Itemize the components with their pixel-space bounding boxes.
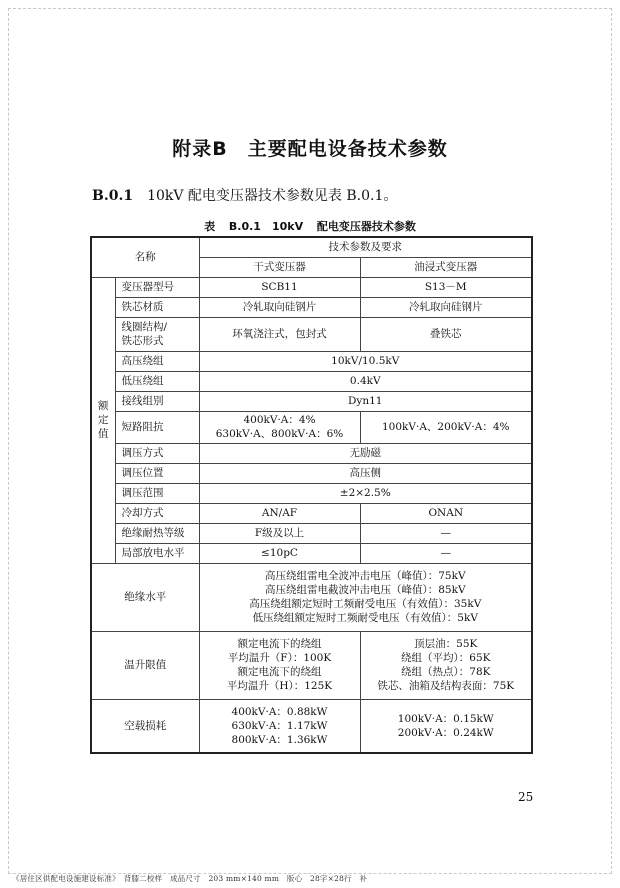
- rated-row: [91, 443, 532, 463]
- rated-item-name: 低压绕组: [115, 371, 199, 391]
- rated-row: [91, 317, 532, 351]
- rated-item-name: 调压范围: [115, 483, 199, 503]
- rated-item-oil: 叠铁芯: [360, 317, 532, 351]
- rated-item-value: 0.4kV: [199, 371, 532, 391]
- rated-item-name: 调压位置: [115, 463, 199, 483]
- no-load-loss-label: 空载损耗: [91, 699, 199, 753]
- rated-item-name: 局部放电水平: [115, 543, 199, 563]
- rated-row: [91, 543, 532, 563]
- print-footer: 《居住区供配电设施建设标准》 背膝二校样 成品尺寸 203 mm×140 mm 版心 28字×28行 补: [12, 874, 368, 883]
- rated-row: [91, 503, 532, 523]
- appendix-title: 附录B 主要配电设备技术参数: [172, 138, 448, 160]
- rated-item-name: 绝缘耐热等级: [115, 523, 199, 543]
- rated-item-oil: 100kV·A、200kV·A：4%: [360, 411, 532, 443]
- rated-item-oil: 冷轧取向硅钢片: [360, 297, 532, 317]
- header-requirements: 技术参数及要求: [199, 237, 532, 257]
- rated-item-name: 接线组别: [115, 391, 199, 411]
- insulation-values: 高压绕组雷电全波冲击电压（峰值）：75kV 高压绕组雷电截波冲击电压（峰值）：85kV 高压绕组额定短时工频耐受电压（有效值）：35kV 低压绕组额定短时工频耐受电压（有效值）：5kV: [199, 563, 532, 631]
- rated-row: [91, 411, 532, 443]
- insulation-label: 绝缘水平: [91, 563, 199, 631]
- rated-item-dry: SCB11: [199, 277, 360, 297]
- rated-row: [91, 277, 532, 297]
- clause-number: B.0.1: [92, 188, 134, 204]
- table-caption: 表 B.0.1 10kV 配电变压器技术参数: [204, 220, 416, 233]
- rated-item-name: 线圈结构/ 铁芯形式: [115, 317, 199, 351]
- rated-item-dry: 400kV·A：4% 630kV·A、800kV·A：6%: [199, 411, 360, 443]
- header-name: 名称: [91, 237, 199, 277]
- rated-item-oil: S13－M: [360, 277, 532, 297]
- rated-item-value: 无励磁: [199, 443, 532, 463]
- rated-item-oil: ONAN: [360, 503, 532, 523]
- rated-item-dry: ≤10pC: [199, 543, 360, 563]
- rated-item-value: 高压侧: [199, 463, 532, 483]
- header-oil-type: 油浸式变压器: [360, 257, 532, 277]
- page-number: 25: [518, 790, 534, 804]
- rated-item-oil: —: [360, 523, 532, 543]
- rated-item-name: 变压器型号: [115, 277, 199, 297]
- rated-row: [91, 391, 532, 411]
- rated-item-name: 调压方式: [115, 443, 199, 463]
- rated-item-dry: 环氧浇注式，包封式: [199, 317, 360, 351]
- rated-values-group: [91, 277, 532, 563]
- no-load-loss-oil: 100kV·A：0.15kW 200kV·A：0.24kW: [360, 699, 532, 753]
- rated-row: [91, 351, 532, 371]
- temp-rise-label: 温升限值: [91, 631, 199, 699]
- rated-item-dry: F级及以上: [199, 523, 360, 543]
- rated-item-oil: —: [360, 543, 532, 563]
- temp-rise-oil: 顶层油：55K 绕组（平均）：65K 绕组（热点）：78K 铁芯、油箱及结构表面：75K: [360, 631, 532, 699]
- no-load-loss-dry: 400kV·A：0.88kW 630kV·A：1.17kW 800kV·A：1.36kW: [199, 699, 360, 753]
- rated-row: [91, 463, 532, 483]
- rated-row: [91, 297, 532, 317]
- header-row: [91, 237, 532, 257]
- rated-item-dry: AN/AF: [199, 503, 360, 523]
- insulation-row: [91, 563, 532, 631]
- rated-group-label: 额 定 值: [91, 277, 115, 563]
- rated-item-name: 冷却方式: [115, 503, 199, 523]
- rated-row: [91, 523, 532, 543]
- rated-item-dry: 冷轧取向硅钢片: [199, 297, 360, 317]
- header-dry-type: 干式变压器: [199, 257, 360, 277]
- transformer-spec-table: [90, 236, 533, 754]
- rated-item-value: 10kV/10.5kV: [199, 351, 532, 371]
- clause-paragraph: [92, 185, 397, 205]
- rated-item-name: 高压绕组: [115, 351, 199, 371]
- clause-text: 10kV 配电变压器技术参数见表 B.0.1。: [147, 188, 398, 204]
- temp-rise-row: [91, 631, 532, 699]
- rated-row: [91, 371, 532, 391]
- rated-item-value: Dyn11: [199, 391, 532, 411]
- rated-row: [91, 483, 532, 503]
- rated-item-name: 短路阻抗: [115, 411, 199, 443]
- temp-rise-dry: 额定电流下的绕组 平均温升（F）：100K 额定电流下的绕组 平均温升（H）：125K: [199, 631, 360, 699]
- no-load-loss-row: [91, 699, 532, 753]
- rated-item-name: 铁芯材质: [115, 297, 199, 317]
- rated-item-value: ±2×2.5%: [199, 483, 532, 503]
